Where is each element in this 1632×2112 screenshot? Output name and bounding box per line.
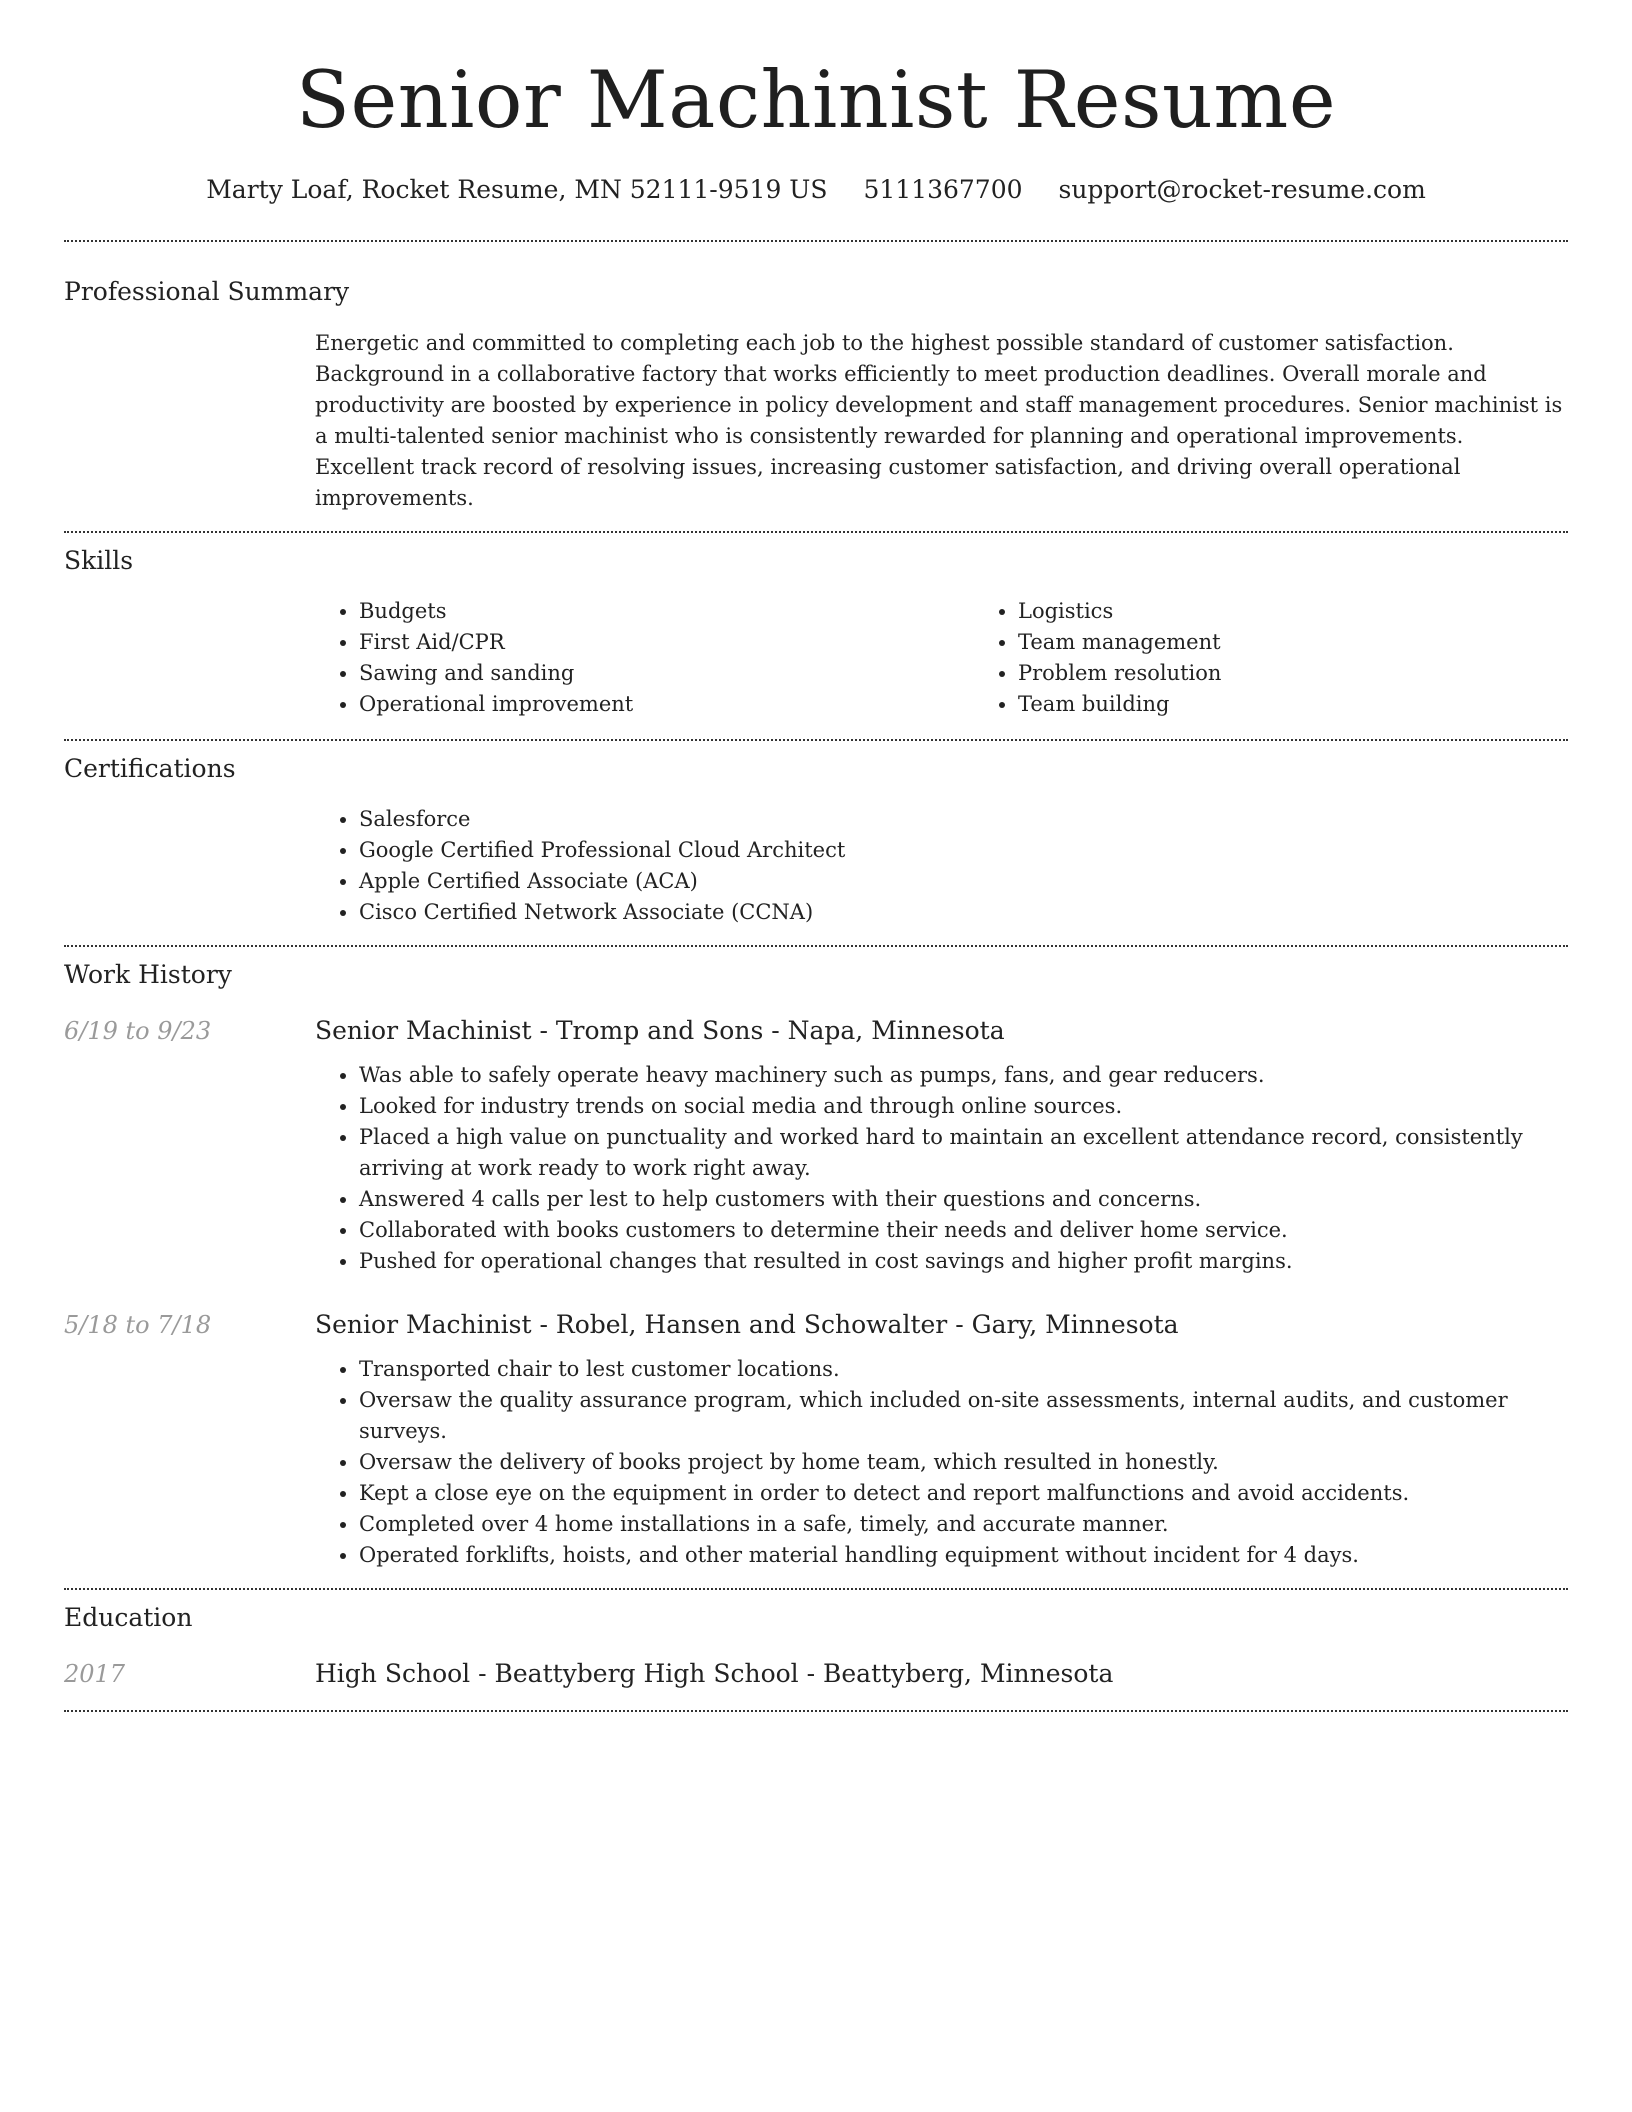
job-bullet: • Answered 4 calls per lest to help customers with their questions and concerns. bbox=[359, 1184, 1568, 1215]
contact-line bbox=[64, 174, 1568, 206]
skills-list-left bbox=[315, 596, 974, 720]
summary-text: Energetic and committed to completing each job to the highest possible standard of customer satisfaction. Background in a collaborative factory that works efficiently to meet production deadlines. Overall morale and productivity are boosted by experience in policy development and staff management procedures. Senior machinist is a multi-talented senior machinist who is consistently rewarded for planning and operational improvements. Excellent track record of resolving issues, increasing customer satisfaction, and driving overall operational improvements. bbox=[315, 331, 1563, 510]
certifications-list bbox=[315, 804, 1568, 928]
job-bullet: • Kept a close eye on the equipment in order to detect and report malfunctions and avoid accidents. bbox=[359, 1478, 1568, 1509]
contact-address: Marty Loaf, Rocket Resume, MN 52111-9519 US bbox=[206, 175, 828, 204]
skill-item: • Logistics bbox=[1018, 596, 1632, 627]
job-bullet: • Pushed for operational changes that resulted in cost savings and higher profit margins. bbox=[359, 1246, 1568, 1277]
job-title: Senior Machinist - Robel, Hansen and Schowalter - Gary, Minnesota bbox=[315, 1310, 1179, 1339]
job-bullet: • Transported chair to lest customer locations. bbox=[359, 1354, 1568, 1385]
education-entry bbox=[64, 1658, 1568, 1690]
skill-item: • Budgets bbox=[359, 596, 974, 627]
job-bullet: • Was able to safely operate heavy machinery such as pumps, fans, and gear reducers. bbox=[359, 1060, 1568, 1091]
certification-item: • Apple Certified Associate (ACA) bbox=[359, 866, 1568, 897]
skills-section bbox=[64, 545, 1568, 720]
divider bbox=[64, 945, 1568, 947]
job-title: Senior Machinist - Tromp and Sons - Napa, Minnesota bbox=[315, 1016, 1005, 1045]
job-bullet: • Oversaw the delivery of books project by home team, which resulted in honestly. bbox=[359, 1447, 1568, 1478]
job-dates: 5/18 to 7/18 bbox=[64, 1311, 212, 1339]
job-bullet: • Completed over 4 home installations in a safe, timely, and accurate manner. bbox=[359, 1509, 1568, 1540]
certifications-heading: Certifications bbox=[64, 754, 236, 783]
education-heading: Education bbox=[64, 1603, 193, 1632]
job-bullet: • Collaborated with books customers to determine their needs and deliver home service. bbox=[359, 1215, 1568, 1246]
work-history-heading: Work History bbox=[64, 960, 232, 989]
education-year: 2017 bbox=[64, 1660, 126, 1688]
skills-heading: Skills bbox=[64, 546, 134, 575]
job-bullet: • Oversaw the quality assurance program, which included on-site assessments, internal audits, and customer surveys. bbox=[359, 1385, 1568, 1447]
divider bbox=[64, 1710, 1568, 1712]
education-section bbox=[64, 1602, 1568, 1690]
skills-list-right bbox=[974, 596, 1632, 720]
divider bbox=[64, 240, 1568, 242]
skill-item: • Operational improvement bbox=[359, 689, 974, 720]
summary-section bbox=[64, 276, 1568, 514]
certification-item: • Salesforce bbox=[359, 804, 1568, 835]
job-bullets bbox=[315, 1060, 1568, 1277]
contact-email: support@rocket-resume.com bbox=[1058, 175, 1426, 204]
contact-phone: 5111367700 bbox=[863, 175, 1023, 204]
divider bbox=[64, 739, 1568, 741]
job-dates: 6/19 to 9/23 bbox=[64, 1017, 212, 1045]
skill-item: • Team building bbox=[1018, 689, 1632, 720]
job-bullets bbox=[315, 1354, 1568, 1571]
certifications-section bbox=[64, 753, 1568, 928]
skill-item: • Team management bbox=[1018, 627, 1632, 658]
job-bullet: • Placed a high value on punctuality and worked hard to maintain an excellent attendance record, consistently arriving at work ready to work right away. bbox=[359, 1122, 1568, 1184]
job-bullet: • Operated forklifts, hoists, and other material handling equipment without incident for 4 days. bbox=[359, 1540, 1568, 1571]
job-entry bbox=[64, 1309, 1568, 1571]
page-title: Senior Machinist Resume bbox=[295, 54, 1337, 146]
skill-item: • Sawing and sanding bbox=[359, 658, 974, 689]
job-entry bbox=[64, 1015, 1568, 1277]
divider bbox=[64, 1588, 1568, 1590]
divider bbox=[64, 531, 1568, 533]
job-bullet: • Looked for industry trends on social media and through online sources. bbox=[359, 1091, 1568, 1122]
skill-item: • Problem resolution bbox=[1018, 658, 1632, 689]
skill-item: • First Aid/CPR bbox=[359, 627, 974, 658]
certification-item: • Google Certified Professional Cloud Architect bbox=[359, 835, 1568, 866]
certification-item: • Cisco Certified Network Associate (CCNA) bbox=[359, 897, 1568, 928]
education-title: High School - Beattyberg High School - Beattyberg, Minnesota bbox=[315, 1659, 1114, 1688]
work-history-section bbox=[64, 959, 1568, 1571]
summary-heading: Professional Summary bbox=[64, 277, 350, 306]
